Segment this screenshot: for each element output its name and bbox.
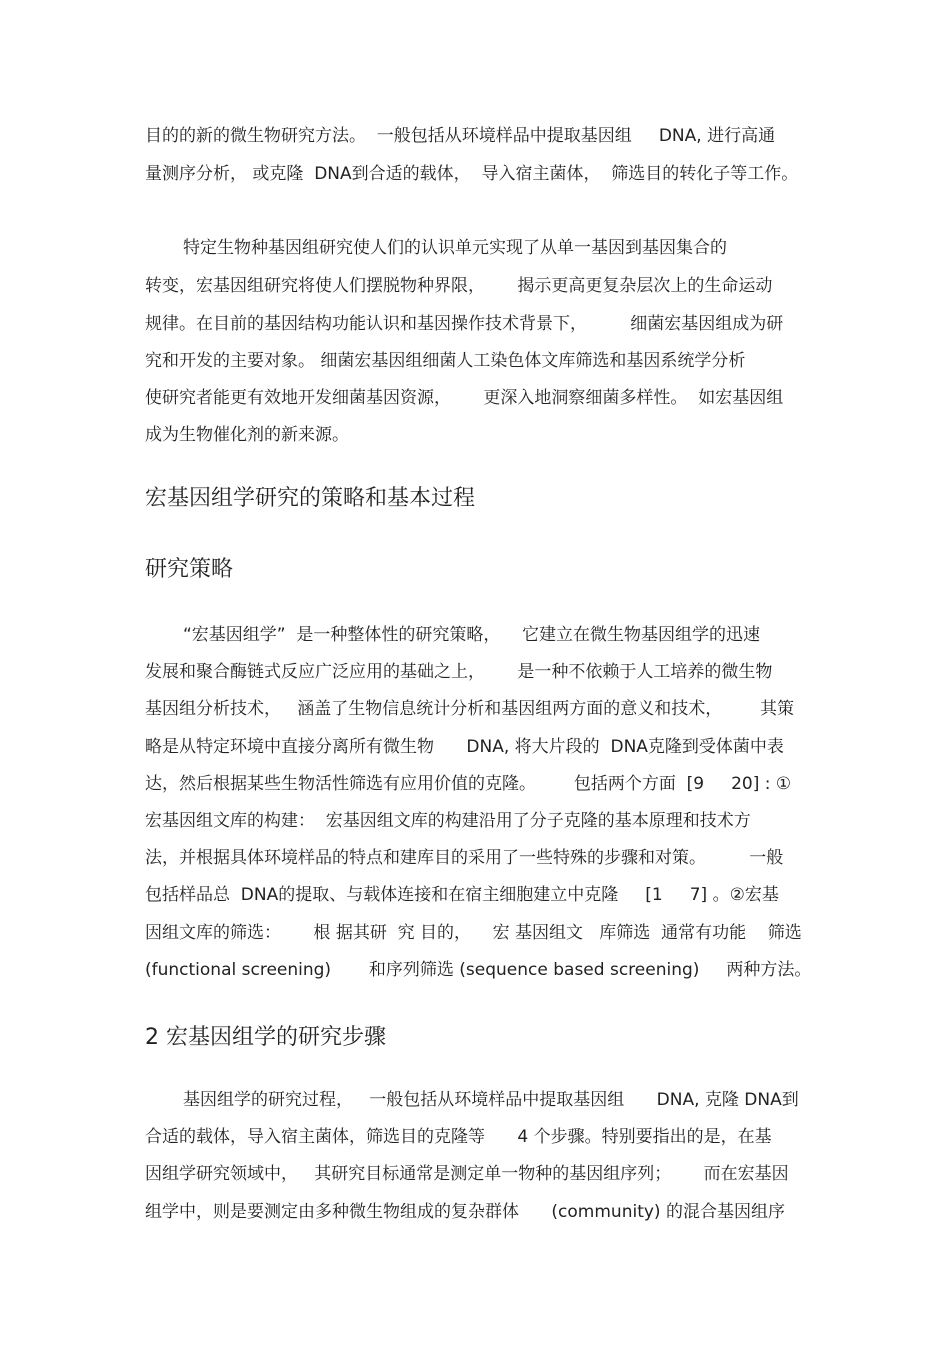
paragraph-line: 成为生物催化剂的新来源。 (145, 425, 349, 445)
paragraph-line: 基因组分析技术， 涵盖了生物信息统计分析和基因组两方面的意义和技术， 其策 (145, 699, 795, 719)
paragraph-line: 目的的新的微生物研究方法。 一般包括从环境样品中提取基因组 DNA, 进行高通 (145, 126, 776, 146)
paragraph-line: 宏基因组文库的构建： 宏基因组文库的构建沿用了分子克隆的基本原理和技术方 (145, 811, 751, 831)
paragraph-line: 使研究者能更有效地开发细菌基因资源， 更深入地洞察细菌多样性。 如宏基因组 (145, 388, 784, 408)
section-heading: 2 宏基因组学的研究步骤 (145, 1025, 386, 1050)
paragraph-line: 法，并根据具体环境样品的特点和建库目的采用了一些特殊的步骤和对策。 一般 (145, 848, 784, 868)
paragraph-line: 包括样品总 DNA的提取、与载体连接和在宿主细胞建立中克隆 [1 7] 。②宏基 (145, 885, 779, 905)
paragraph-line: 达，然后根据某些生物活性筛选有应用价值的克隆。 包括两个方面 [9 20] : ① (145, 774, 792, 794)
paragraph-line: 因组学研究领域中， 其研究目标通常是测定单一物种的基因组序列； 而在宏基因 (145, 1164, 789, 1184)
subsection-heading: 研究策略 (145, 557, 234, 582)
paragraph-line: 合适的载体，导入宿主菌体，筛选目的克隆等 4 个步骤。特别要指出的是，在基 (145, 1127, 772, 1147)
paragraph-line: 略是从特定环境中直接分离所有微生物 DNA, 将大片段的 DNA克隆到受体菌中表 (145, 737, 784, 757)
paragraph-line: 转变，宏基因组研究将使人们摆脱物种界限， 揭示更高更复杂层次上的生命运动 (145, 276, 773, 296)
paragraph-line: 因组文库的筛选： 根 据其研 究 目的， 宏 基因组文 库筛选 通常有功能 筛选 (145, 923, 802, 943)
paragraph-line: 组学中，则是要测定由多种微生物组成的复杂群体 (community) 的混合基因组序 (145, 1202, 785, 1222)
paragraph-line: (functional screening) 和序列筛选 (sequence based screening) 两种方法。 (145, 960, 812, 980)
paragraph-line: 基因组学的研究过程， 一般包括从环境样品中提取基因组 DNA, 克隆 DNA到 (183, 1090, 799, 1110)
paragraph-line: 规律。在目前的基因结构功能认识和基因操作技术背景下， 细菌宏基因组成为研 (145, 314, 784, 334)
paragraph-line: 量测序分析， 或克隆 DNA到合适的载体， 导入宿主菌体， 筛选目的转化子等工作。 (145, 164, 799, 184)
paragraph-line: 发展和聚合酶链式反应广泛应用的基础之上， 是一种不依赖于人工培养的微生物 (145, 662, 773, 682)
paragraph-line: “宏基因组学” 是一种整体性的研究策略， 它建立在微生物基因组学的迅速 (183, 625, 761, 645)
paragraph-line: 究和开发的主要对象。 细菌宏基因组细菌人工染色体文库筛选和基因系统学分析 (145, 351, 746, 371)
paragraph-line: 特定生物种基因组研究使人们的认识单元实现了从单一基因到基因集合的 (183, 238, 727, 258)
section-heading: 宏基因组学研究的策略和基本过程 (145, 486, 476, 511)
